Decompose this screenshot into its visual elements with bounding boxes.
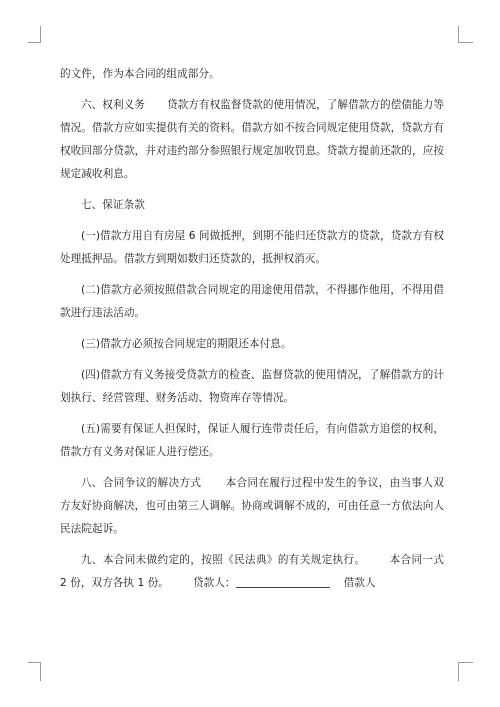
paragraph-text: (二)借款方必须按照借款合同规定的用途使用借款，不得挪作他用，不得用借款进行违法活动。 [60,284,444,319]
paragraph-guarantee-item-4 [60,364,444,410]
section-heading: 六、权利义务 [81,99,145,111]
paragraph-dispute-resolution [60,472,444,541]
crop-mark-bottom-left [28,662,41,681]
lender-label: 贷款人： [192,577,236,589]
document-body [60,63,444,603]
paragraph-text: (一)借款方用自有房屋 6 间做抵押，到期不能归还贷款方的贷款，贷款方有权处理抵押品。借款方到期如数归还贷款的，抵押权消灭。 [60,230,444,265]
crop-mark-top-left [28,26,41,43]
paragraph-text: 本合同一式 2 份，双方各执 1 份。 [60,554,444,589]
crop-mark-bottom-right [458,662,473,681]
section-heading: 八、合同争议的解决方式 [81,477,202,489]
paragraph-text: 的文件，作为本合同的组成部分。 [60,68,220,80]
paragraph-other-provisions [60,549,444,595]
paragraph-text: 本合同在履行过程中发生的争议，由当事人双方友好协商解决，也可由第三人调解。协商或调解不成的，可由任意一方依法向人民法院起诉。 [60,477,444,535]
lender-signature-line [236,575,330,588]
borrower-label: 借款人 [343,577,376,589]
paragraph-guarantee-item-1 [60,225,444,271]
paragraph-text: 贷款方有权监督贷款的使用情况，了解借款方的偿债能力等情况。借款方应如实提供有关的资料。借款方如不按合同规定使用贷款，贷款方有权收回部分贷款，并对违约部分参照银行规定加收罚息。贷款方提前还款的，应按规定减收利息。 [60,99,444,180]
crop-mark-top-right [458,26,473,43]
section-heading: 七、保证条款 [81,199,145,211]
paragraph-text: (五)需要有保证人担保时，保证人履行连带责任后，有向借款方追偿的权利，借款方有义务对保证人进行偿还。 [60,423,444,458]
paragraph-guarantee-item-2 [60,279,444,325]
paragraph-guarantee-heading [60,194,444,217]
paragraph-rights-obligations [60,94,444,186]
paragraph-text: 九、本合同未做约定的，按照《民法典》的有关规定执行。 [81,554,366,566]
paragraph-text: (四)借款方有义务接受贷款方的检查、监督贷款的使用情况，了解借款方的计划执行、经营管理、财务活动、物资库存等情况。 [60,369,444,404]
paragraph-guarantee-item-3 [60,333,444,356]
paragraph-guarantee-item-5 [60,418,444,464]
paragraph-continuation [60,63,444,86]
paragraph-text: (三)借款方必须按合同规定的期限还本付息。 [81,338,292,350]
